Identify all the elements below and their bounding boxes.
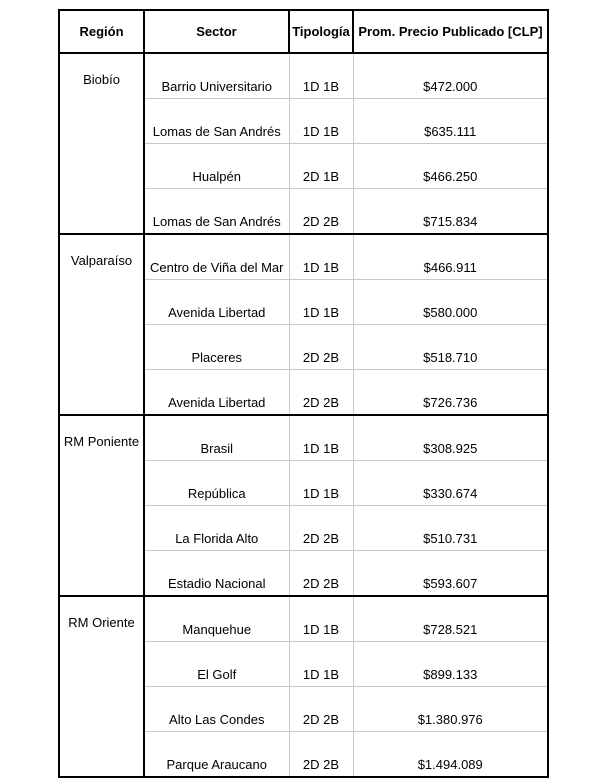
price-cell: $726.736 — [353, 370, 548, 416]
tipologia-cell: 1D 1B — [289, 415, 353, 461]
sector-cell: Placeres — [144, 325, 289, 370]
sector-cell: Brasil — [144, 415, 289, 461]
tipologia-cell: 2D 2B — [289, 732, 353, 778]
tipologia-cell: 2D 2B — [289, 325, 353, 370]
tipologia-cell: 1D 1B — [289, 280, 353, 325]
sector-cell: Hualpén — [144, 144, 289, 189]
price-cell: $466.250 — [353, 144, 548, 189]
price-cell: $728.521 — [353, 596, 548, 642]
header-region: Región — [59, 10, 144, 53]
price-cell: $1.380.976 — [353, 687, 548, 732]
sector-cell: República — [144, 461, 289, 506]
tipologia-cell: 2D 2B — [289, 370, 353, 416]
sector-cell: Alto Las Condes — [144, 687, 289, 732]
table-row — [59, 234, 548, 280]
tipologia-cell: 2D 2B — [289, 506, 353, 551]
price-cell: $715.834 — [353, 189, 548, 235]
price-cell: $330.674 — [353, 461, 548, 506]
table-row — [59, 415, 548, 461]
sector-cell: Avenida Libertad — [144, 370, 289, 416]
price-cell: $580.000 — [353, 280, 548, 325]
tipologia-cell: 1D 1B — [289, 234, 353, 280]
tipologia-cell: 1D 1B — [289, 642, 353, 687]
sector-cell: Centro de Viña del Mar — [144, 234, 289, 280]
price-cell: $899.133 — [353, 642, 548, 687]
sector-cell: Parque Araucano — [144, 732, 289, 778]
header-sector: Sector — [144, 10, 289, 53]
tipologia-cell: 2D 2B — [289, 687, 353, 732]
sector-cell: Barrio Universitario — [144, 53, 289, 99]
tipologia-cell: 2D 2B — [289, 551, 353, 597]
table-row — [59, 53, 548, 99]
price-cell: $1.494.089 — [353, 732, 548, 778]
price-cell: $510.731 — [353, 506, 548, 551]
price-table — [58, 9, 549, 778]
tipologia-cell: 1D 1B — [289, 596, 353, 642]
region-cell: RM Oriente — [59, 596, 144, 777]
sector-cell: Estadio Nacional — [144, 551, 289, 597]
price-cell: $308.925 — [353, 415, 548, 461]
header-row — [59, 10, 548, 53]
header-precio: Prom. Precio Publicado [CLP] — [353, 10, 548, 53]
tipologia-cell: 1D 1B — [289, 53, 353, 99]
sector-cell: Lomas de San Andrés — [144, 189, 289, 235]
tipologia-cell: 2D 1B — [289, 144, 353, 189]
sector-cell: La Florida Alto — [144, 506, 289, 551]
region-cell: Valparaíso — [59, 234, 144, 415]
table-row — [59, 596, 548, 642]
header-tipologia: Tipología — [289, 10, 353, 53]
price-cell: $635.111 — [353, 99, 548, 144]
tipologia-cell: 2D 2B — [289, 189, 353, 235]
sector-cell: Manquehue — [144, 596, 289, 642]
table-header — [59, 10, 548, 53]
price-cell: $593.607 — [353, 551, 548, 597]
price-cell: $466.911 — [353, 234, 548, 280]
sector-cell: Lomas de San Andrés — [144, 99, 289, 144]
region-cell: RM Poniente — [59, 415, 144, 596]
tipologia-cell: 1D 1B — [289, 99, 353, 144]
region-cell: Biobío — [59, 53, 144, 234]
sector-cell: Avenida Libertad — [144, 280, 289, 325]
price-cell: $518.710 — [353, 325, 548, 370]
price-cell: $472.000 — [353, 53, 548, 99]
tipologia-cell: 1D 1B — [289, 461, 353, 506]
sector-cell: El Golf — [144, 642, 289, 687]
table-body — [59, 53, 548, 777]
